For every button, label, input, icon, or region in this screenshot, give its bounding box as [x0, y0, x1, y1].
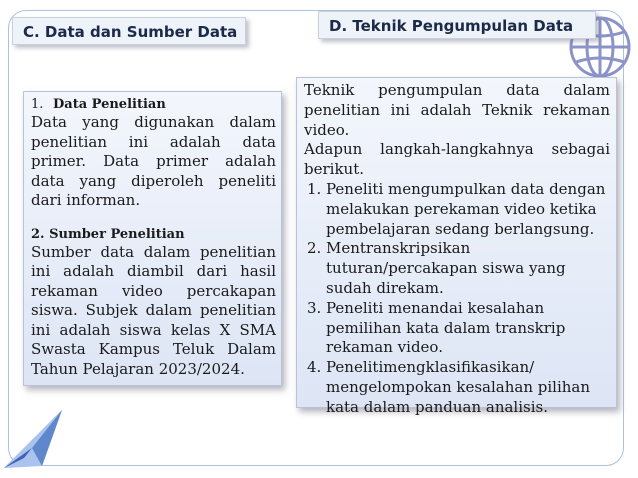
step-text: Penelitimengklasifikasikan/ mengelompokan kesalahan pilihan kata dalam panduan analisis.: [326, 358, 591, 416]
step-text: Peneliti mengumpulkan data dengan melakukan perekaman video ketika pembelajaran sedang berlangsung.: [326, 179, 606, 238]
subheading-label: Data Penelitian: [53, 97, 166, 112]
subheading-number: 1.: [31, 97, 44, 112]
data-penelitian-text: Data yang digunakan dalam penelitian ini adalah data primer. Data primer adalah data yang diperoleh peneliti dari informan.: [31, 113, 276, 209]
list-item: [304, 358, 610, 417]
step-text: Mentranskripsikan tuturan/percakapan siswa yang sudah direkam.: [326, 239, 566, 297]
list-item: [304, 299, 610, 358]
step-number: 4.: [307, 358, 322, 377]
sumber-penelitian-text: Sumber data dalam penelitian ini adalah diambil dari hasil rekaman video percakapan siswa. Subjek dalam penelitian ini adalah siswa kelas X SMA Swasta Kampus Teluk Dalam Tahun Pelajaran 2023/2024.: [31, 242, 276, 378]
step-number: 1.: [307, 179, 322, 198]
steps-list: [304, 180, 610, 418]
step-text: Peneliti menandai kesalahan pemilihan kata dalam transkrip rekaman video.: [326, 298, 566, 357]
data-source-panel: [23, 91, 282, 386]
technique-intro: Teknik pengumpulan data dalam penelitian ini adalah Teknik rekaman video.: [304, 81, 610, 139]
steps-intro: Adapun langkah-langkahnya sebagai berikut.: [304, 140, 610, 179]
list-item: [304, 180, 610, 239]
subheading-label: Sumber Penelitian: [49, 226, 185, 242]
subheading-data-penelitian: [31, 96, 276, 113]
paper-plane-icon: [2, 408, 64, 472]
step-number: 2.: [307, 239, 322, 258]
list-item: [304, 239, 610, 298]
collection-technique-panel: [296, 77, 617, 416]
section-c-title: C. Data dan Sumber Data: [12, 17, 246, 45]
section-d-title: D. Teknik Pengumpulan Data: [318, 11, 596, 39]
step-number: 3.: [307, 298, 322, 317]
subheading-number: 2.: [31, 226, 45, 242]
subheading-sumber-penelitian: [31, 226, 276, 243]
